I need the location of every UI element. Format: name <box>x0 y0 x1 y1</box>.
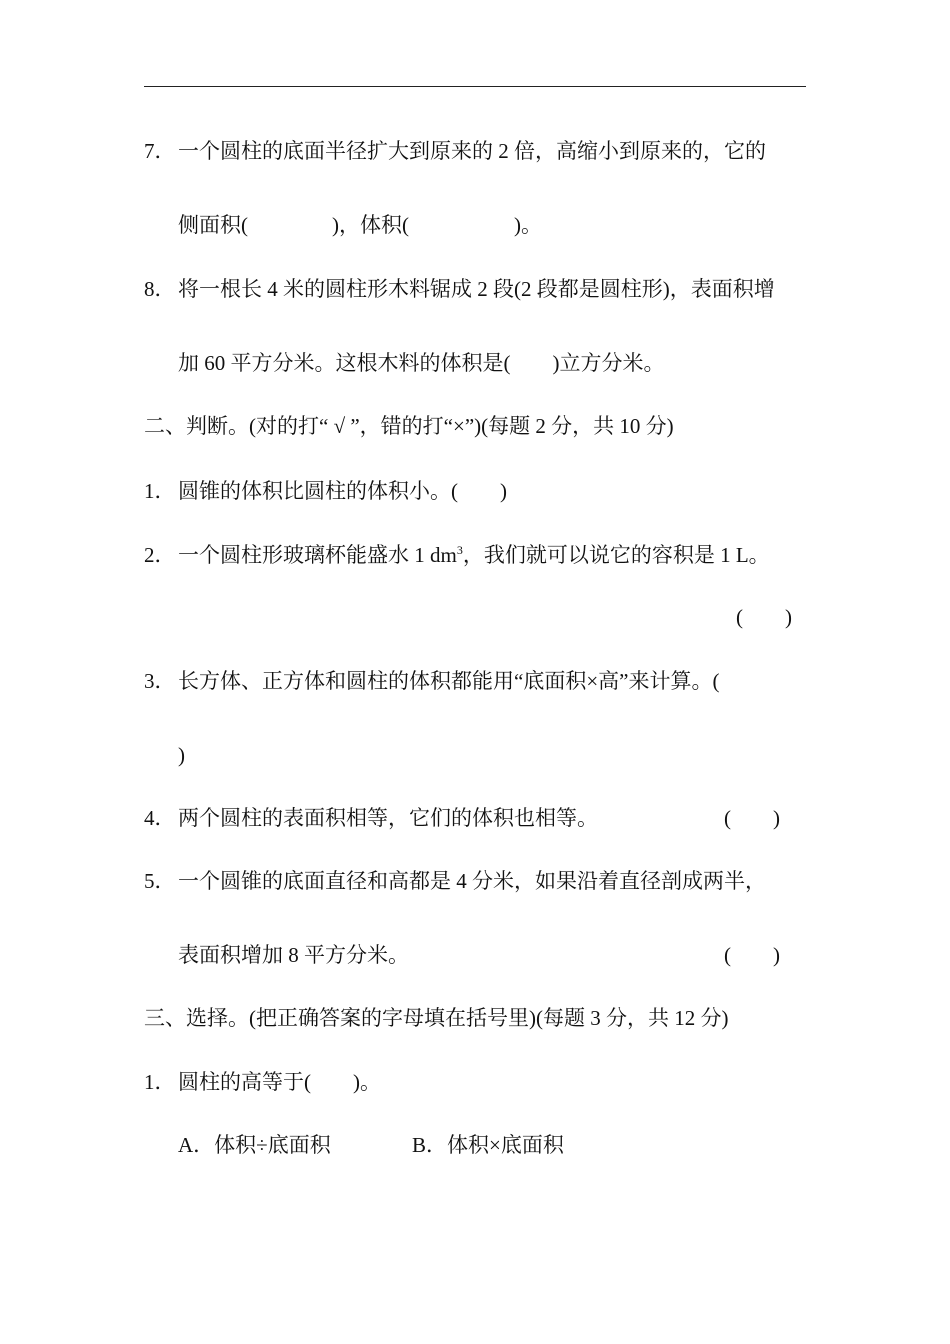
question-number: 1． <box>144 479 176 503</box>
question-text: 圆锥的体积比圆柱的体积小。( ) <box>178 479 507 503</box>
judgment-question-3-line-2: ) <box>178 743 185 767</box>
question-text: 长方体、正方体和圆柱的体积都能用“底面积×高”来计算。( <box>178 669 720 693</box>
question-text: 一个圆锥的底面直径和高都是 4 分米，如果沿着直径剖成两半， <box>178 869 766 893</box>
question-7-line-1 <box>144 137 766 165</box>
judgment-question-1 <box>144 477 507 505</box>
question-number: 7． <box>144 139 176 163</box>
answer-bracket: ( ) <box>724 943 780 967</box>
question-number: 4． <box>144 806 176 830</box>
question-8-line-1 <box>144 275 775 303</box>
section-heading-choice: 三、选择。(把正确答案的字母填在括号里)(每题 3 分，共 12 分) <box>144 1006 729 1030</box>
question-text: 圆柱的高等于( )。 <box>178 1070 381 1094</box>
superscript: 3 <box>456 543 463 557</box>
judgment-question-3-line-1 <box>144 667 719 695</box>
question-text: 侧面积( )，体积( )。 <box>178 213 542 237</box>
judgment-question-4 <box>144 804 598 832</box>
section-heading-judgment: 二、判断。(对的打“ √ ”，错的打“×”)(每题 2 分，共 10 分) <box>144 414 674 438</box>
question-text-cont: ，我们就可以说它的容积是 1 L。 <box>462 543 770 567</box>
question-number: 2． <box>144 543 176 567</box>
question-number: 8． <box>144 277 176 301</box>
question-7-line-2 <box>178 211 542 239</box>
option-a: A．体积÷底面积 <box>178 1133 331 1157</box>
judgment-question-5-line-2: 表面积增加 8 平方分米。 <box>178 943 409 967</box>
question-text: 加 60 平方分米。这根木料的体积是( )立方分米。 <box>178 351 665 375</box>
question-8-line-2 <box>178 349 665 377</box>
answer-bracket: ( ) <box>736 605 792 629</box>
answer-bracket: ( ) <box>724 806 780 830</box>
question-number: 3． <box>144 669 176 693</box>
option-b: B．体积×底面积 <box>412 1133 564 1157</box>
question-text: 两个圆柱的表面积相等，它们的体积也相等。 <box>178 806 598 830</box>
question-text: 一个圆柱的底面半径扩大到原来的 2 倍，高缩小到原来的，它的 <box>178 139 766 163</box>
judgment-question-5-line-1 <box>144 867 766 895</box>
judgment-question-2 <box>144 541 770 569</box>
header-rule <box>144 86 806 87</box>
choice-question-1 <box>144 1068 381 1096</box>
question-number: 5． <box>144 869 176 893</box>
question-text: 一个圆柱形玻璃杯能盛水 1 dm <box>178 543 457 567</box>
question-text: 将一根长 4 米的圆柱形木料锯成 2 段(2 段都是圆柱形)，表面积增 <box>178 277 775 301</box>
question-number: 1． <box>144 1070 176 1094</box>
